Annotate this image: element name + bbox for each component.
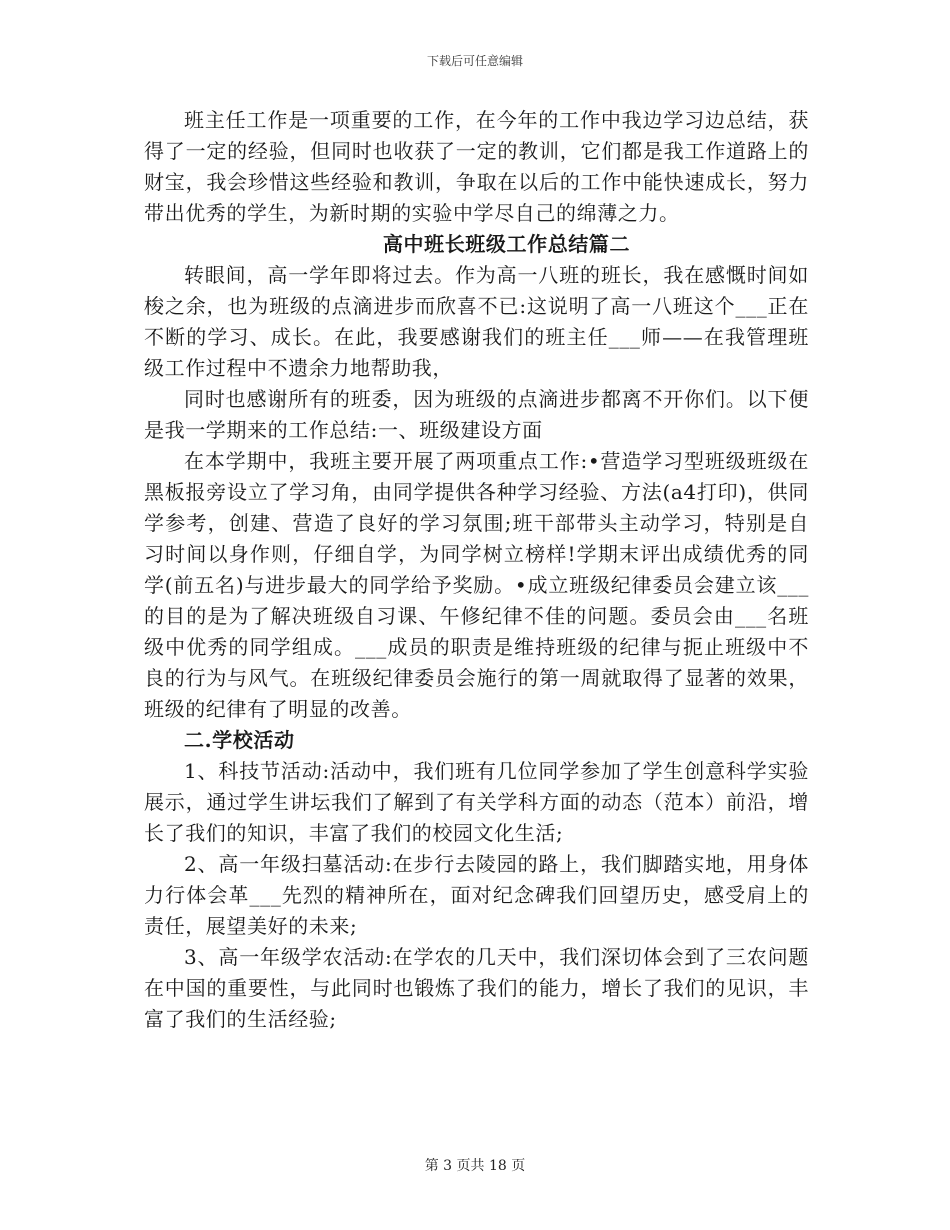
paragraph-4: 在本学期中，我班主要开展了两项重点工作:•营造学习型班级班级在黑板报旁设立了学习角，由同学提供各种学习经验、方法(a4打印)，供同学参考，创建、营造了良好的学习氛围;班干部带头主动学习，特别是自习时间以身作则，仔细自学，为同学树立榜样!学期末评出成绩优秀的同学(前五名)与进步最大的同学给予奖励。•成立班级纪律委员会建立该___的目的是为了解决班级自习课、午修纪律不佳的问题。委员会由___名班级中优秀的同学组成。___成员的职责是维持班级的纪律与扼止班级中不良的行为与风气。在班级纪律委员会施行的第一周就取得了显著的效果，班级的纪律有了明显的改善。 [144, 449, 809, 721]
document-body [144, 105, 809, 1035]
paragraph-3: 同时也感谢所有的班委，因为班级的点滴进步都离不开你们。以下便是我一学期来的工作总结:一、班级建设方面 [144, 387, 809, 442]
page-number: 第 3 页共 18 页 [424, 1158, 526, 1174]
subheading-school-activities: 二.学校活动 [184, 728, 295, 752]
paragraph-7: 3、高一年级学农活动:在学农的几天中，我们深切体会到了三农问题在中国的重要性，与此同时也锻炼了我们的能力，增长了我们的见识，丰富了我们的生活经验; [144, 945, 809, 1031]
paragraph-1: 班主任工作是一项重要的工作，在今年的工作中我边学习边总结，获得了一定的经验，但同时也收获了一定的教训，它们都是我工作道路上的财宝，我会珍惜这些经验和教训，争取在以后的工作中能快速成长，努力带出优秀的学生，为新时期的实验中学尽自己的绵薄之力。 [144, 108, 809, 225]
paragraph-6: 2、高一年级扫墓活动:在步行去陵园的路上，我们脚踏实地，用身体力行体会革___先烈的精神所在，面对纪念碑我们回望历史，感受肩上的责任，展望美好的未来; [144, 852, 809, 938]
header-note: 下载后可任意编辑 [426, 54, 523, 68]
paragraph-5: 1、科技节活动:活动中，我们班有几位同学参加了学生创意科学实验展示，通过学生讲坛我们了解到了有关学科方面的动态（范本）前沿，增长了我们的知识，丰富了我们的校园文化生活; [144, 759, 809, 845]
section-title: 高中班长班级工作总结篇二 [382, 232, 631, 256]
paragraph-2: 转眼间，高一学年即将过去。作为高一八班的班长，我在感慨时间如梭之余，也为班级的点滴进步而欣喜不已:这说明了高一八班这个___正在不断的学习、成长。在此，我要感谢我们的班主任___师——在我管理班级工作过程中不遗余力地帮助我， [144, 263, 809, 380]
